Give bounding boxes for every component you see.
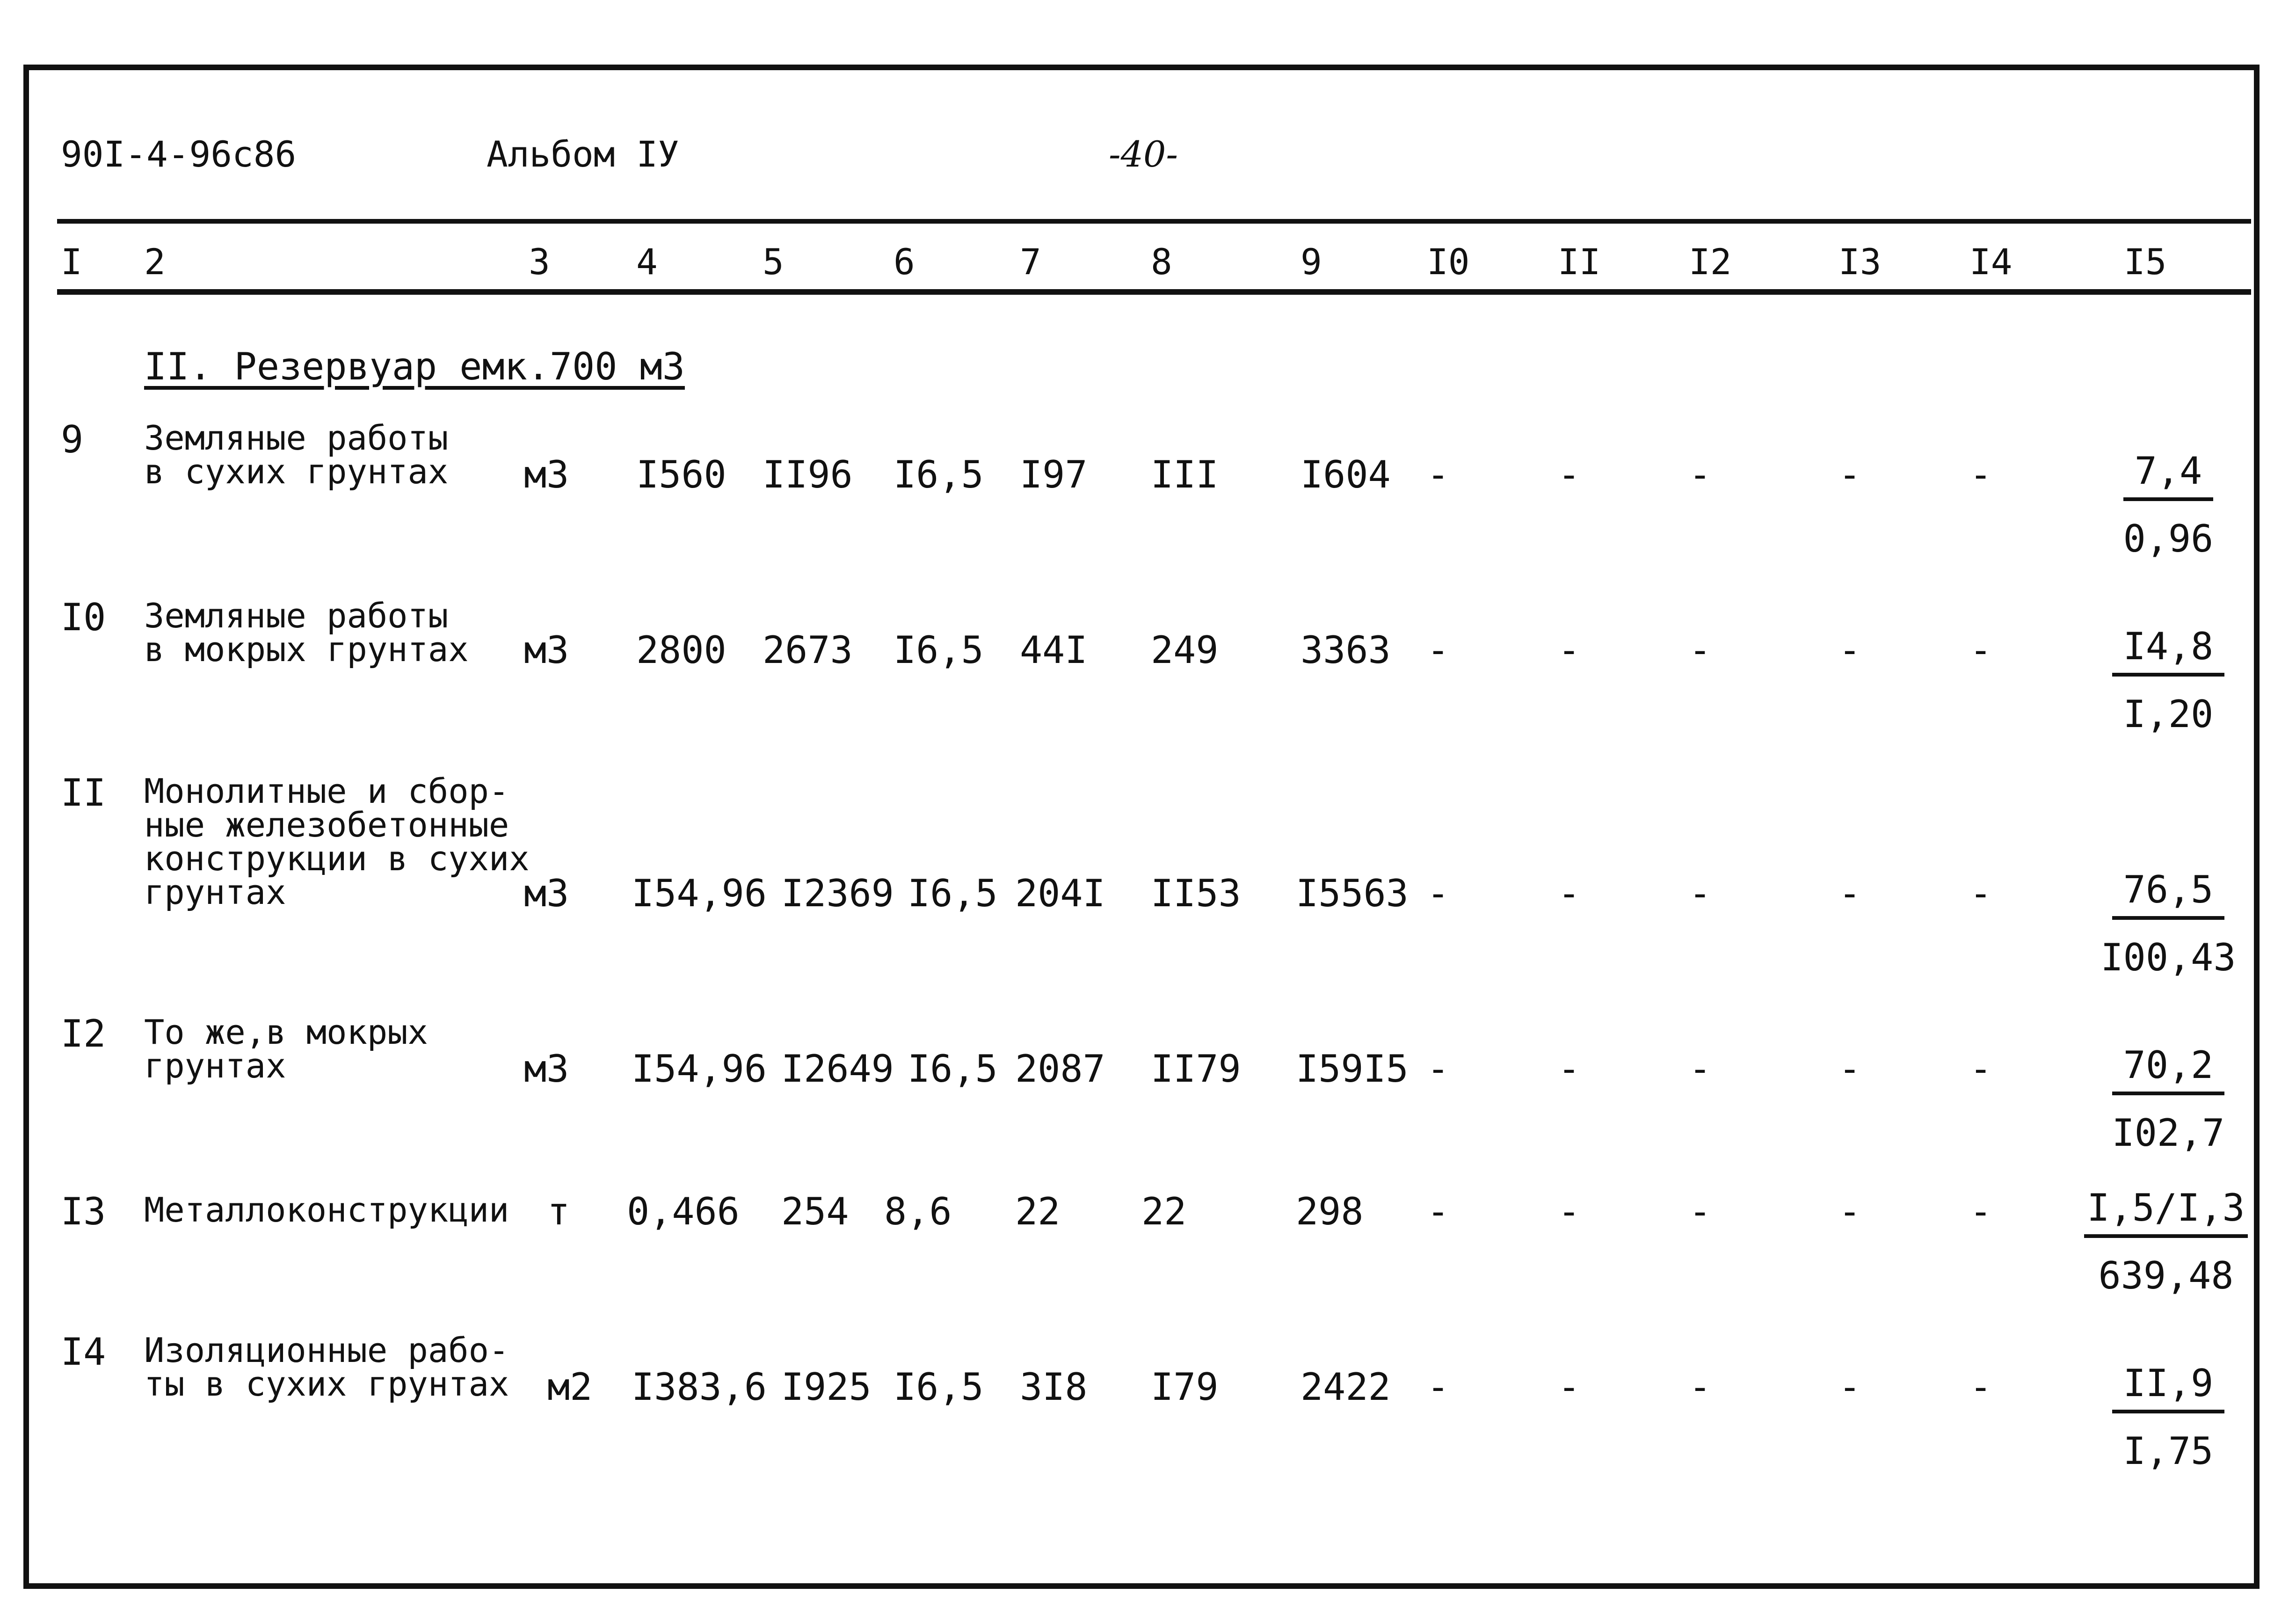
cell-col11: - bbox=[1558, 628, 1581, 672]
col-header-5: 5 bbox=[763, 241, 784, 283]
cell-col8: III bbox=[1151, 453, 1219, 496]
cell-col9: 3363 bbox=[1301, 628, 1391, 672]
cell-col8: II79 bbox=[1151, 1047, 1241, 1091]
cell-col6: 8,6 bbox=[884, 1190, 952, 1233]
cell-col12: - bbox=[1689, 1047, 1712, 1091]
cell-col7: I97 bbox=[1020, 453, 1088, 496]
col-header-8: 8 bbox=[1151, 241, 1172, 283]
col-header-13: I3 bbox=[1838, 241, 1882, 283]
cell-col6: I6,5 bbox=[894, 453, 984, 496]
cell-col13: - bbox=[1838, 872, 1861, 915]
col-header-14: I4 bbox=[1969, 241, 2013, 283]
row-number: II bbox=[61, 771, 106, 815]
cell-col9: I5563 bbox=[1296, 872, 1409, 915]
cell-col10: - bbox=[1427, 1190, 1450, 1233]
fraction-denominator: 0,96 bbox=[2123, 517, 2214, 561]
cell-col13: - bbox=[1838, 1190, 1861, 1233]
col-header-10: I0 bbox=[1427, 241, 1470, 283]
fraction-denominator: I00,43 bbox=[2100, 936, 2236, 979]
fraction-numerator: 7,4 bbox=[2123, 449, 2214, 501]
cell-col15-fraction bbox=[2091, 1361, 2245, 1473]
cell-col15-fraction bbox=[2091, 868, 2245, 979]
unit-cell: м3 bbox=[524, 453, 569, 496]
cell-col4: I54,96 bbox=[632, 1047, 767, 1091]
cell-col12: - bbox=[1689, 872, 1712, 915]
fraction-numerator: II,9 bbox=[2112, 1361, 2225, 1413]
cell-col14: - bbox=[1969, 628, 1992, 672]
header-rule-top bbox=[57, 219, 2251, 224]
cell-col13: - bbox=[1838, 1047, 1861, 1091]
cell-col14: - bbox=[1969, 1365, 1992, 1409]
col-header-11: II bbox=[1558, 241, 1601, 283]
fraction-denominator: I,20 bbox=[2123, 692, 2214, 736]
cell-col8: II53 bbox=[1151, 872, 1241, 915]
header-rule-bottom bbox=[57, 289, 2251, 295]
cell-col15-fraction bbox=[2077, 1186, 2255, 1297]
cell-col12: - bbox=[1689, 1190, 1712, 1233]
unit-cell: м3 bbox=[524, 628, 569, 672]
unit-cell: м2 bbox=[547, 1365, 593, 1409]
row-number: I2 bbox=[61, 1012, 106, 1055]
fraction-numerator: 70,2 bbox=[2112, 1043, 2225, 1095]
cell-col10: - bbox=[1427, 1365, 1450, 1409]
cell-col13: - bbox=[1838, 628, 1861, 672]
fraction-numerator: I,5/I,3 bbox=[2084, 1186, 2247, 1238]
work-description: Земляные работы в мокрых грунтах bbox=[144, 596, 469, 669]
work-description: Земляные работы в сухих грунтах bbox=[144, 418, 449, 491]
cell-col14: - bbox=[1969, 872, 1992, 915]
cell-col5: I2369 bbox=[781, 872, 894, 915]
cell-col14: - bbox=[1969, 1047, 1992, 1091]
cell-col15-fraction bbox=[2091, 625, 2245, 736]
fraction-denominator: 639,48 bbox=[2098, 1254, 2234, 1297]
cell-col6: I6,5 bbox=[908, 872, 998, 915]
cell-col11: - bbox=[1558, 1047, 1581, 1091]
cell-col9: 2422 bbox=[1301, 1365, 1391, 1409]
row-number: 9 bbox=[61, 418, 84, 461]
cell-col5: 2673 bbox=[763, 628, 853, 672]
cell-col12: - bbox=[1689, 628, 1712, 672]
col-header-15: I5 bbox=[2124, 241, 2167, 283]
cell-col8: 22 bbox=[1141, 1190, 1187, 1233]
cell-col10: - bbox=[1427, 453, 1450, 496]
work-description: Металлоконструкции bbox=[144, 1190, 509, 1230]
row-number: I0 bbox=[61, 596, 106, 639]
work-description: То же,в мокрых грунтах bbox=[144, 1012, 428, 1085]
cell-col10: - bbox=[1427, 1047, 1450, 1091]
unit-cell: м3 bbox=[524, 1047, 569, 1091]
cell-col11: - bbox=[1558, 872, 1581, 915]
cell-col4: 2800 bbox=[636, 628, 727, 672]
cell-col7: 204I bbox=[1015, 872, 1105, 915]
cell-col4: 0,466 bbox=[627, 1190, 740, 1233]
cell-col11: - bbox=[1558, 453, 1581, 496]
col-header-9: 9 bbox=[1301, 241, 1322, 283]
cell-col13: - bbox=[1838, 453, 1861, 496]
album-label: Альбом IУ bbox=[487, 133, 679, 175]
cell-col12: - bbox=[1689, 1365, 1712, 1409]
cell-col4: I560 bbox=[636, 453, 727, 496]
cell-col7: 22 bbox=[1015, 1190, 1061, 1233]
cell-col13: - bbox=[1838, 1365, 1861, 1409]
col-header-4: 4 bbox=[636, 241, 658, 283]
cell-col6: I6,5 bbox=[894, 1365, 984, 1409]
fraction-denominator: I02,7 bbox=[2112, 1111, 2225, 1155]
cell-col15-fraction bbox=[2091, 1043, 2245, 1155]
col-header-2: 2 bbox=[144, 241, 166, 283]
cell-col5: II96 bbox=[763, 453, 853, 496]
cell-col7: 3I8 bbox=[1020, 1365, 1088, 1409]
cell-col7: 2087 bbox=[1015, 1047, 1105, 1091]
cell-col8: I79 bbox=[1151, 1365, 1219, 1409]
cell-col6: I6,5 bbox=[894, 628, 984, 672]
cell-col9: I59I5 bbox=[1296, 1047, 1409, 1091]
work-description: Изоляционные рабо- ты в сухих грунтах bbox=[144, 1331, 509, 1404]
fraction-numerator: 76,5 bbox=[2112, 868, 2225, 920]
col-header-6: 6 bbox=[894, 241, 915, 283]
work-description: Монолитные и сбор- ные железобетонные конструкции в сухих грунтах bbox=[144, 772, 530, 912]
cell-col5: I2649 bbox=[781, 1047, 894, 1091]
cell-col5: 254 bbox=[781, 1190, 849, 1233]
fraction-denominator: I,75 bbox=[2123, 1429, 2214, 1473]
cell-col14: - bbox=[1969, 453, 1992, 496]
cell-col9: 298 bbox=[1296, 1190, 1364, 1233]
cell-col15-fraction bbox=[2091, 449, 2245, 561]
cell-col14: - bbox=[1969, 1190, 1992, 1233]
cell-col4: I383,6 bbox=[632, 1365, 767, 1409]
cell-col5: I925 bbox=[781, 1365, 872, 1409]
cell-col8: 249 bbox=[1151, 628, 1219, 672]
cell-col4: I54,96 bbox=[632, 872, 767, 915]
document-code: 90I-4-96с86 bbox=[61, 133, 297, 175]
col-header-12: I2 bbox=[1689, 241, 1732, 283]
cell-col6: I6,5 bbox=[908, 1047, 998, 1091]
cell-col12: - bbox=[1689, 453, 1712, 496]
cell-col11: - bbox=[1558, 1365, 1581, 1409]
col-header-7: 7 bbox=[1020, 241, 1041, 283]
cell-col10: - bbox=[1427, 628, 1450, 672]
col-header-1: I bbox=[61, 241, 82, 283]
page-number: -40- bbox=[1109, 133, 1178, 175]
cell-col9: I604 bbox=[1301, 453, 1391, 496]
fraction-numerator: I4,8 bbox=[2112, 625, 2225, 677]
cell-col7: 44I bbox=[1020, 628, 1088, 672]
unit-cell: м3 bbox=[524, 872, 569, 915]
row-number: I3 bbox=[61, 1190, 106, 1233]
col-header-3: 3 bbox=[529, 241, 550, 283]
unit-cell: т bbox=[547, 1190, 570, 1233]
section-title: II. Резервуар емк.700 м3 bbox=[144, 345, 685, 388]
cell-col10: - bbox=[1427, 872, 1450, 915]
cell-col11: - bbox=[1558, 1190, 1581, 1233]
row-number: I4 bbox=[61, 1330, 106, 1374]
